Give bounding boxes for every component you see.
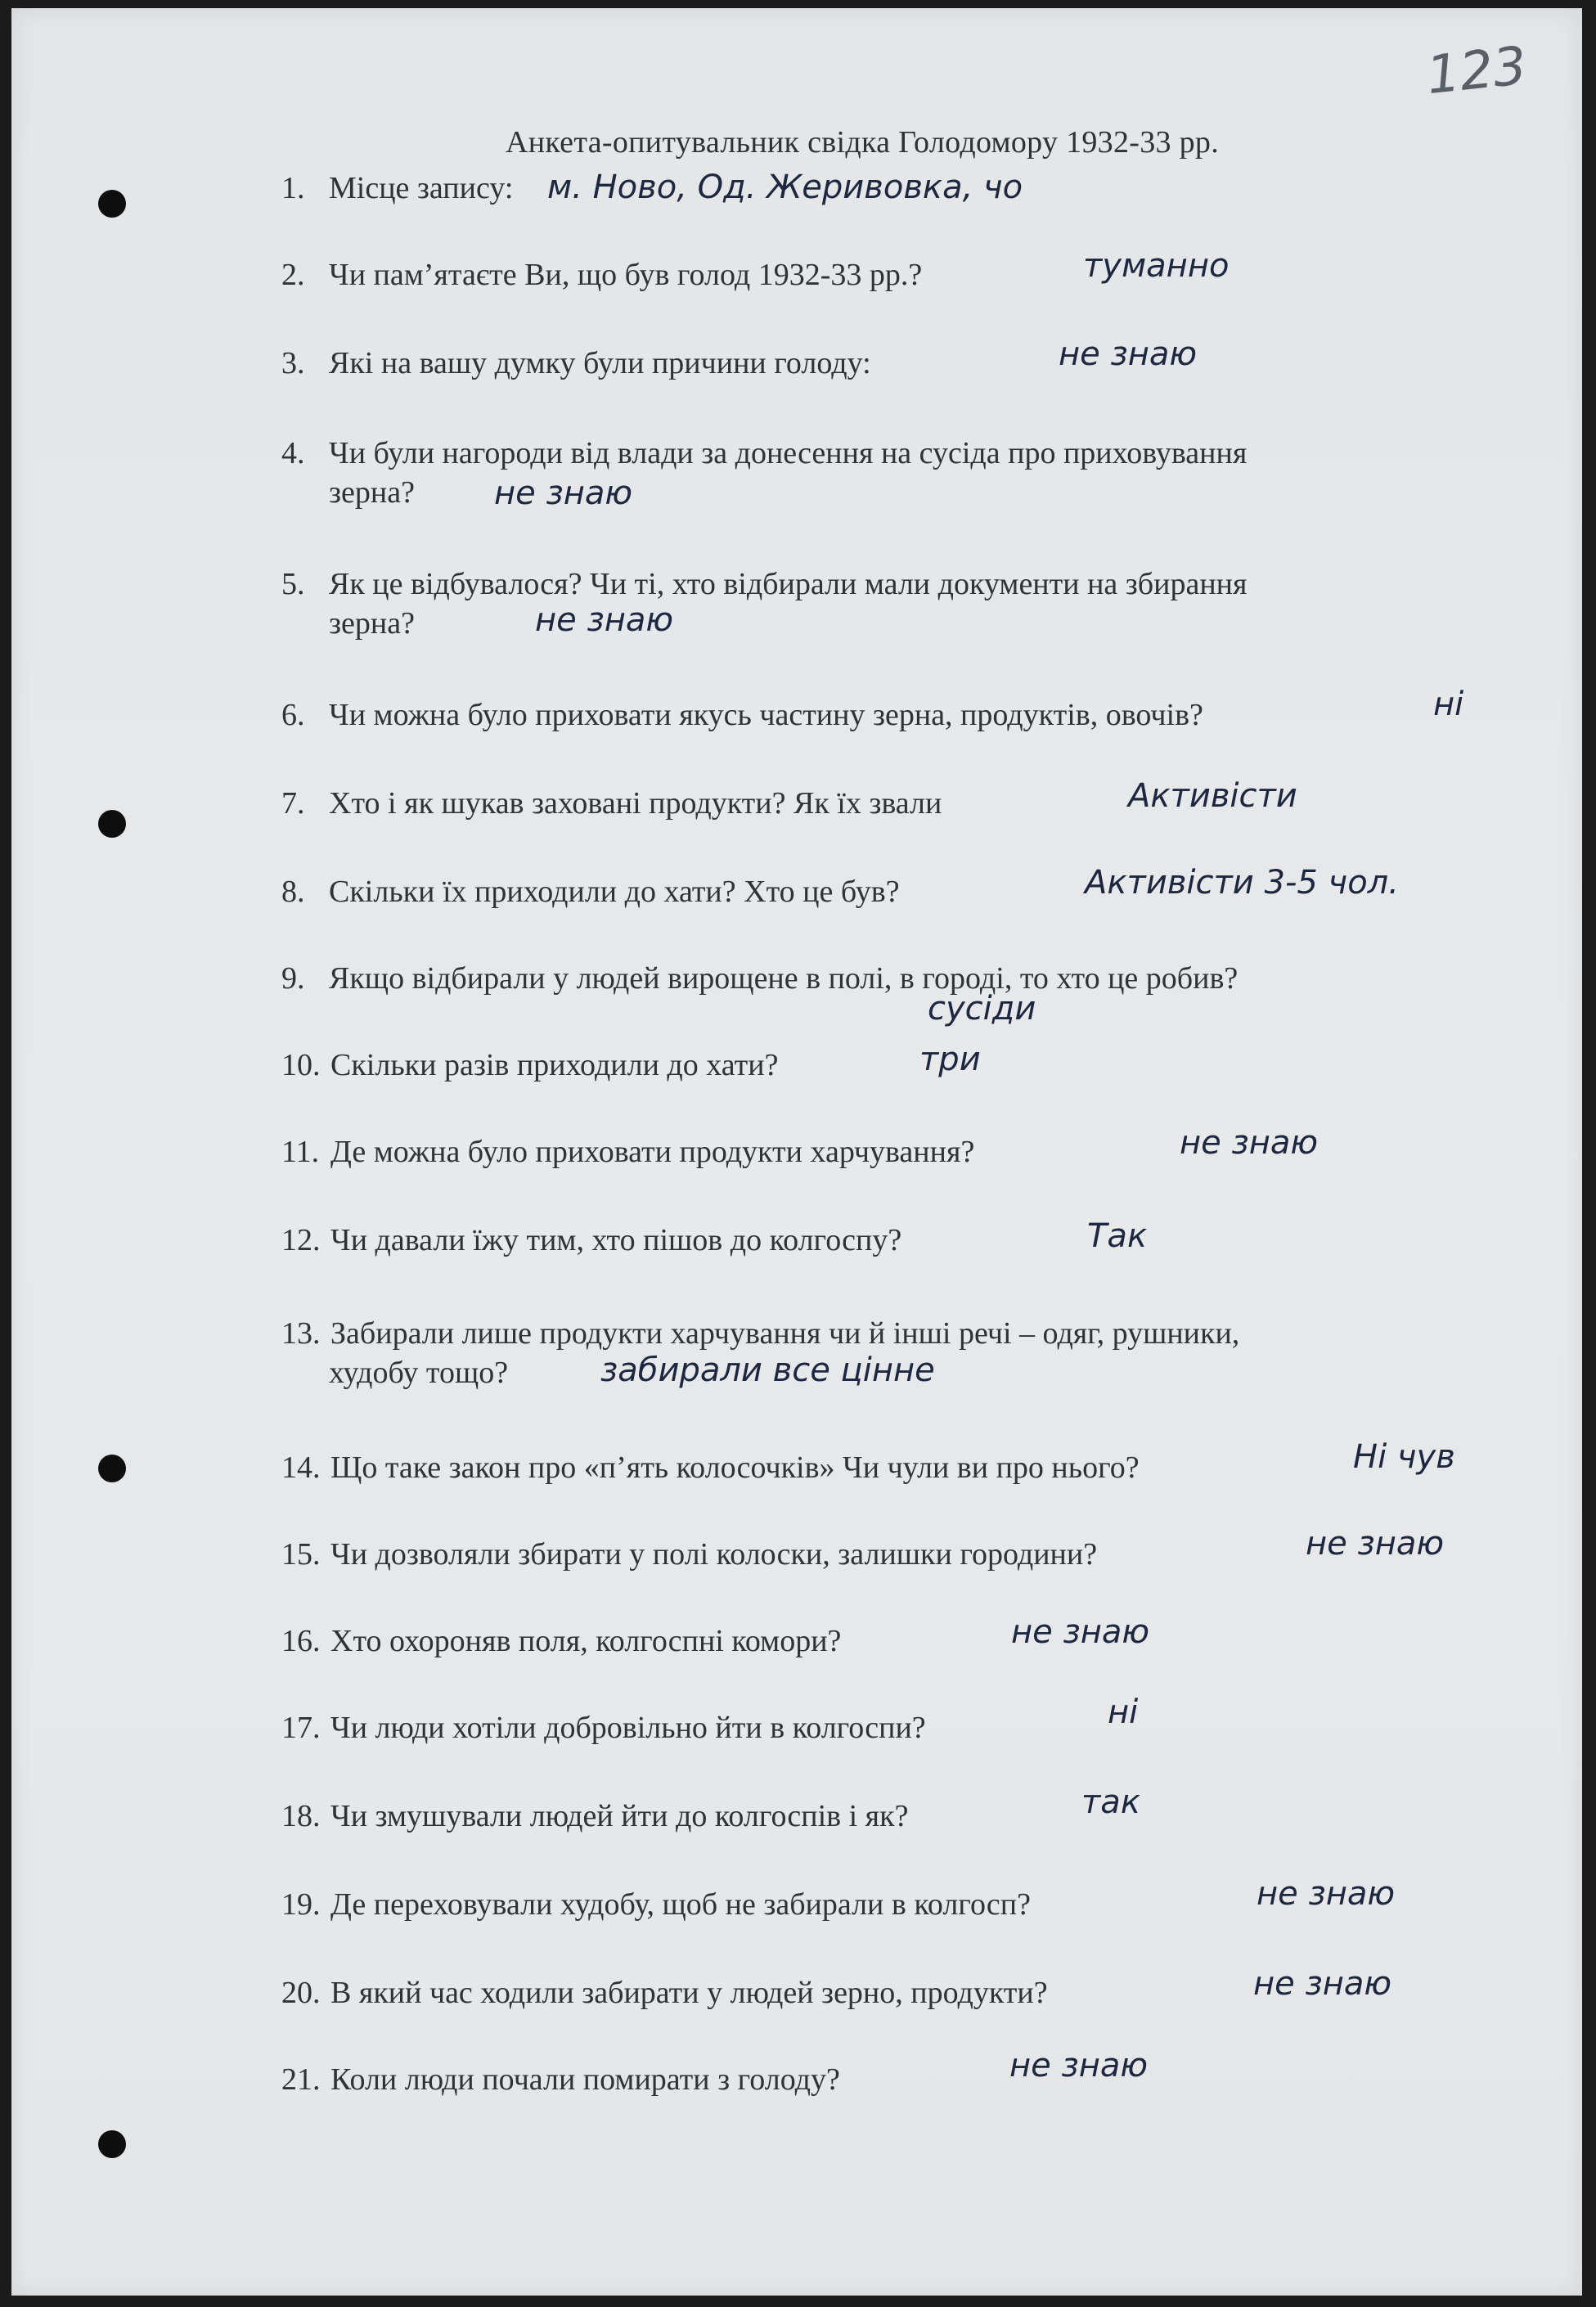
answer-4: не знаю <box>494 474 633 512</box>
answer-9: сусіди <box>928 990 1036 1028</box>
question-5 <box>281 564 1508 643</box>
question-3 <box>281 344 1508 383</box>
question-number: 9. <box>281 961 305 996</box>
answer-20: не знаю <box>1253 1965 1392 2003</box>
answer-15: не знаю <box>1306 1525 1445 1563</box>
answer-19: не знаю <box>1257 1875 1396 1913</box>
question-text: Де можна було приховати продукти харчування? <box>330 1135 975 1169</box>
question-text: Чи були нагороди від влади за донесення на сусіда про приховування <box>329 436 1248 470</box>
question-text: Чи люди хотіли добровільно йти в колгоспи? <box>330 1711 926 1745</box>
answer-3: не знаю <box>1059 335 1198 373</box>
question-16 <box>281 1621 1508 1661</box>
punch-hole <box>98 2130 126 2158</box>
question-text: Хто і як шукав заховані продукти? Як їх звали <box>329 786 942 821</box>
question-number: 17. <box>281 1711 321 1745</box>
question-text-continued: зерна? <box>329 606 415 641</box>
question-text: Чи змушували людей йти до колгоспів і як? <box>330 1799 909 1833</box>
answer-14: Ні чув <box>1353 1438 1455 1476</box>
question-number: 20. <box>281 1976 321 2010</box>
question-number: 21. <box>281 2062 321 2097</box>
question-number: 1. <box>281 171 305 205</box>
question-number: 18. <box>281 1799 321 1833</box>
question-12 <box>281 1221 1508 1260</box>
question-number: 14. <box>281 1450 321 1485</box>
question-text: Чи пам’ятаєте Ви, що був голод 1932-33 рр.? <box>329 258 923 292</box>
question-text: Чи давали їжу тим, хто пішов до колгоспу? <box>330 1223 902 1257</box>
question-number: 4. <box>281 436 305 470</box>
question-text: Чи можна було приховати якусь частину зерна, продуктів, овочів? <box>329 698 1203 732</box>
question-number: 6. <box>281 698 305 732</box>
question-text: Що таке закон про «п’ять колосочків» Чи чули ви про нього? <box>330 1450 1140 1485</box>
question-6 <box>281 695 1508 735</box>
question-18 <box>281 1797 1508 1836</box>
punch-hole <box>98 1455 126 1482</box>
question-9 <box>281 959 1508 998</box>
question-number: 19. <box>281 1887 321 1922</box>
question-number: 15. <box>281 1537 321 1572</box>
question-number: 16. <box>281 1624 321 1658</box>
answer-12: Так <box>1087 1217 1148 1255</box>
question-text: Як це відбувалося? Чи ті, хто відбирали мали документи на збирання <box>329 567 1248 601</box>
question-10 <box>281 1046 1508 1085</box>
punch-hole <box>98 810 126 838</box>
answer-21: не знаю <box>1009 2047 1149 2084</box>
answer-17: ні <box>1108 1693 1139 1731</box>
page-number: 123 <box>1423 35 1530 107</box>
question-text: Скільки їх приходили до хати? Хто це був? <box>329 875 900 909</box>
answer-5: не знаю <box>535 601 674 639</box>
question-14 <box>281 1448 1508 1487</box>
question-11 <box>281 1132 1508 1171</box>
document-title: Анкета-опитувальник свідка Голодомору 1932-33 рр. <box>505 125 1220 160</box>
question-2 <box>281 255 1508 295</box>
question-number: 12. <box>281 1223 321 1257</box>
question-text: Скільки разів приходили до хати? <box>330 1048 779 1082</box>
question-text-continued: худобу тощо? <box>329 1356 509 1390</box>
question-text: Хто охороняв поля, колгоспні комори? <box>330 1624 842 1658</box>
question-17 <box>281 1708 1508 1747</box>
question-number: 2. <box>281 258 305 292</box>
question-text: Чи дозволяли збирати у полі колоски, залишки городини? <box>330 1537 1098 1572</box>
question-text-continued: зерна? <box>329 475 415 510</box>
punch-hole <box>98 190 126 218</box>
answer-6: ні <box>1433 686 1464 723</box>
answer-2: туманно <box>1083 247 1230 285</box>
question-number: 11. <box>281 1135 320 1169</box>
answer-11: не знаю <box>1180 1124 1319 1162</box>
answer-18: так <box>1081 1783 1140 1821</box>
answer-8: Активісти 3-5 чол. <box>1085 864 1399 902</box>
answer-10: три <box>919 1041 981 1078</box>
answer-1: м. Ново, Од. Жеривовка, чо <box>547 169 1023 206</box>
question-4 <box>281 434 1508 512</box>
question-number: 8. <box>281 875 305 909</box>
question-number: 13. <box>281 1316 321 1351</box>
question-number: 5. <box>281 567 305 601</box>
answer-7: Активісти <box>1128 777 1297 815</box>
question-text: Які на вашу думку були причини голоду: <box>329 346 871 380</box>
answer-13: забирали все цінне <box>600 1351 935 1389</box>
question-7 <box>281 784 1508 823</box>
question-text: Якщо відбирали у людей вирощене в полі, в городі, то хто це робив? <box>329 961 1239 996</box>
question-text: В який час ходили забирати у людей зерно, продукти? <box>330 1976 1048 2010</box>
question-number: 3. <box>281 346 305 380</box>
answer-16: не знаю <box>1011 1613 1150 1651</box>
question-text: Коли люди почали помирати з голоду? <box>330 2062 840 2097</box>
document-page <box>11 8 1582 2296</box>
question-number: 7. <box>281 786 305 821</box>
question-text: Забирали лише продукти харчування чи й інші речі – одяг, рушники, <box>330 1316 1240 1351</box>
question-text: Де переховували худобу, щоб не забирали в колгосп? <box>330 1887 1031 1922</box>
question-number: 10. <box>281 1048 321 1082</box>
question-text: Місце запису: <box>329 171 514 205</box>
question-21 <box>281 2060 1508 2099</box>
